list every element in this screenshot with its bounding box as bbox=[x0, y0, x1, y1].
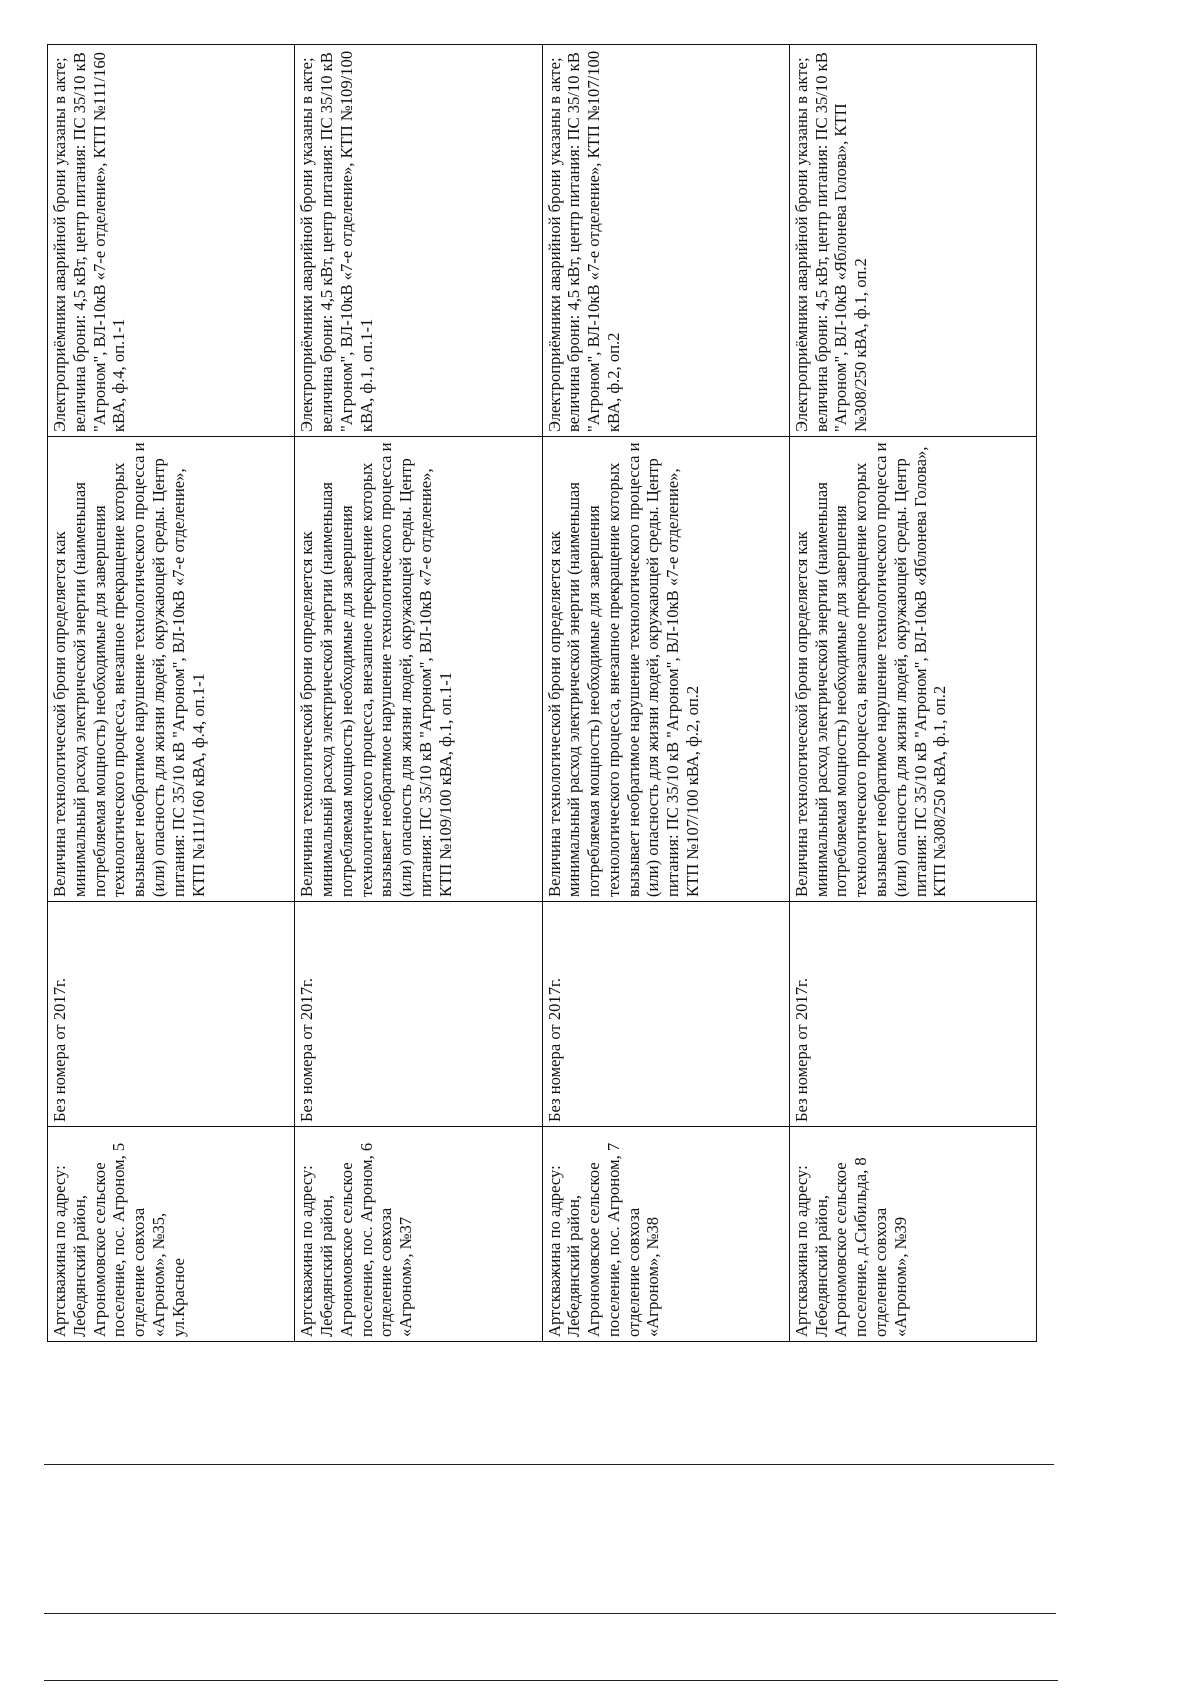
emergency-reserve-cell: Электроприёмники аварийной брони указаны в акте; величина брони: 4,5 кВт, центр питания: ПС 35/10 кВ "Агроном", ВЛ-10кВ «7-е отделение», КТП №109/100 кВА, ф.1, оп.1-1 bbox=[295, 45, 542, 437]
tech-reserve-cell: Величина технологической брони определяется как минимальный расход электрической энергии (наименьшая потребляемая мощность) необходимые для завершения технологического процесса, внезапное прекращение которых вызывает необратимое нарушение технологического процесса и (или) опасность для жизни людей, окружающей среды. Центр питания: ПС 35/10 кВ "Агроном", ВЛ-10кВ «7-е отделение», КТП №111/160 кВА, ф.4, оп.1-1 bbox=[48, 437, 295, 902]
object-cell: Артскважина по адресу: Лебедянский район, Агрономовское сельское поселение, пос. Агроном, 5 отделение совхоза «Агроном», №35, ул.Красное bbox=[48, 1127, 295, 1342]
object-cell: Артскважина по адресу: Лебедянский район, Агрономовское сельское поселение, пос. Агроном, 7 отделение совхоза «Агроном», №38 bbox=[542, 1127, 789, 1342]
act-cell: Без номера от 2017г. bbox=[48, 902, 295, 1127]
act-cell: Без номера от 2017г. bbox=[295, 902, 542, 1127]
object-cell: Артскважина по адресу: Лебедянский район, Агрономовское сельское поселение, д.Сибильда, 8 отделение совхоза «Агроном», №39 bbox=[789, 1127, 1036, 1342]
emergency-reserve-cell: Электроприёмники аварийной брони указаны в акте; величина брони: 4,5 кВт, центр питания: ПС 35/10 кВ "Агроном", ВЛ-10кВ «Яблонева Голова», КТП №308/250 кВА, ф.1, оп.2 bbox=[789, 45, 1036, 437]
reservation-table bbox=[47, 44, 1037, 1342]
emergency-reserve-cell: Электроприёмники аварийной брони указаны в акте; величина брони: 4,5 кВт, центр питания: ПС 35/10 кВ "Агроном", ВЛ-10кВ «7-е отделение», КТП №107/100 кВА, ф.2, оп.2 bbox=[542, 45, 789, 437]
tech-reserve-cell: Величина технологической брони определяется как минимальный расход электрической энергии (наименьшая потребляемая мощность) необходимые для завершения технологического процесса, внезапное прекращение которых вызывает необратимое нарушение технологического процесса и (или) опасность для жизни людей, окружающей среды. Центр питания: ПС 35/10 кВ "Агроном", ВЛ-10кВ «7-е отделение», КТП №109/100 кВА, ф.1, оп.1-1 bbox=[295, 437, 542, 902]
divider-line bbox=[44, 1464, 1054, 1465]
object-cell: Артскважина по адресу: Лебедянский район, Агрономовское сельское поселение, пос. Агроном, 6 отделение совхоза «Агроном», №37 bbox=[295, 1127, 542, 1342]
tech-reserve-cell: Величина технологической брони определяется как минимальный расход электрической энергии (наименьшая потребляемая мощность) необходимые для завершения технологического процесса, внезапное прекращение которых вызывает необратимое нарушение технологического процесса и (или) опасность для жизни людей, окружающей среды. Центр питания: ПС 35/10 кВ "Агроном", ВЛ-10кВ «7-е отделение», КТП №107/100 кВА, ф.2, оп.2 bbox=[542, 437, 789, 902]
act-cell: Без номера от 2017г. bbox=[542, 902, 789, 1127]
tech-reserve-cell: Величина технологической брони определяется как минимальный расход электрической энергии (наименьшая потребляемая мощность) необходимые для завершения технологического процесса, внезапное прекращение которых вызывает необратимое нарушение технологического процесса и (или) опасность для жизни людей, окружающей среды. Центр питания: ПС 35/10 кВ "Агроном", ВЛ-10кВ «Яблонева Голова», КТП №308/250 кВА, ф.1, оп.2 bbox=[789, 437, 1036, 902]
divider-line bbox=[44, 1613, 1056, 1614]
act-cell: Без номера от 2017г. bbox=[789, 902, 1036, 1127]
table-row bbox=[48, 45, 295, 1342]
divider-line bbox=[44, 1680, 1058, 1681]
table-row bbox=[542, 45, 789, 1342]
rotated-table-container bbox=[47, 45, 1037, 1342]
table-row bbox=[789, 45, 1036, 1342]
emergency-reserve-cell: Электроприёмники аварийной брони указаны в акте; величина брони: 4,5 кВт, центр питания: ПС 35/10 кВ "Агроном", ВЛ-10кВ «7-е отделение», КТП №111/160 кВА, ф.4, оп.1-1 bbox=[48, 45, 295, 437]
table-row bbox=[295, 45, 542, 1342]
